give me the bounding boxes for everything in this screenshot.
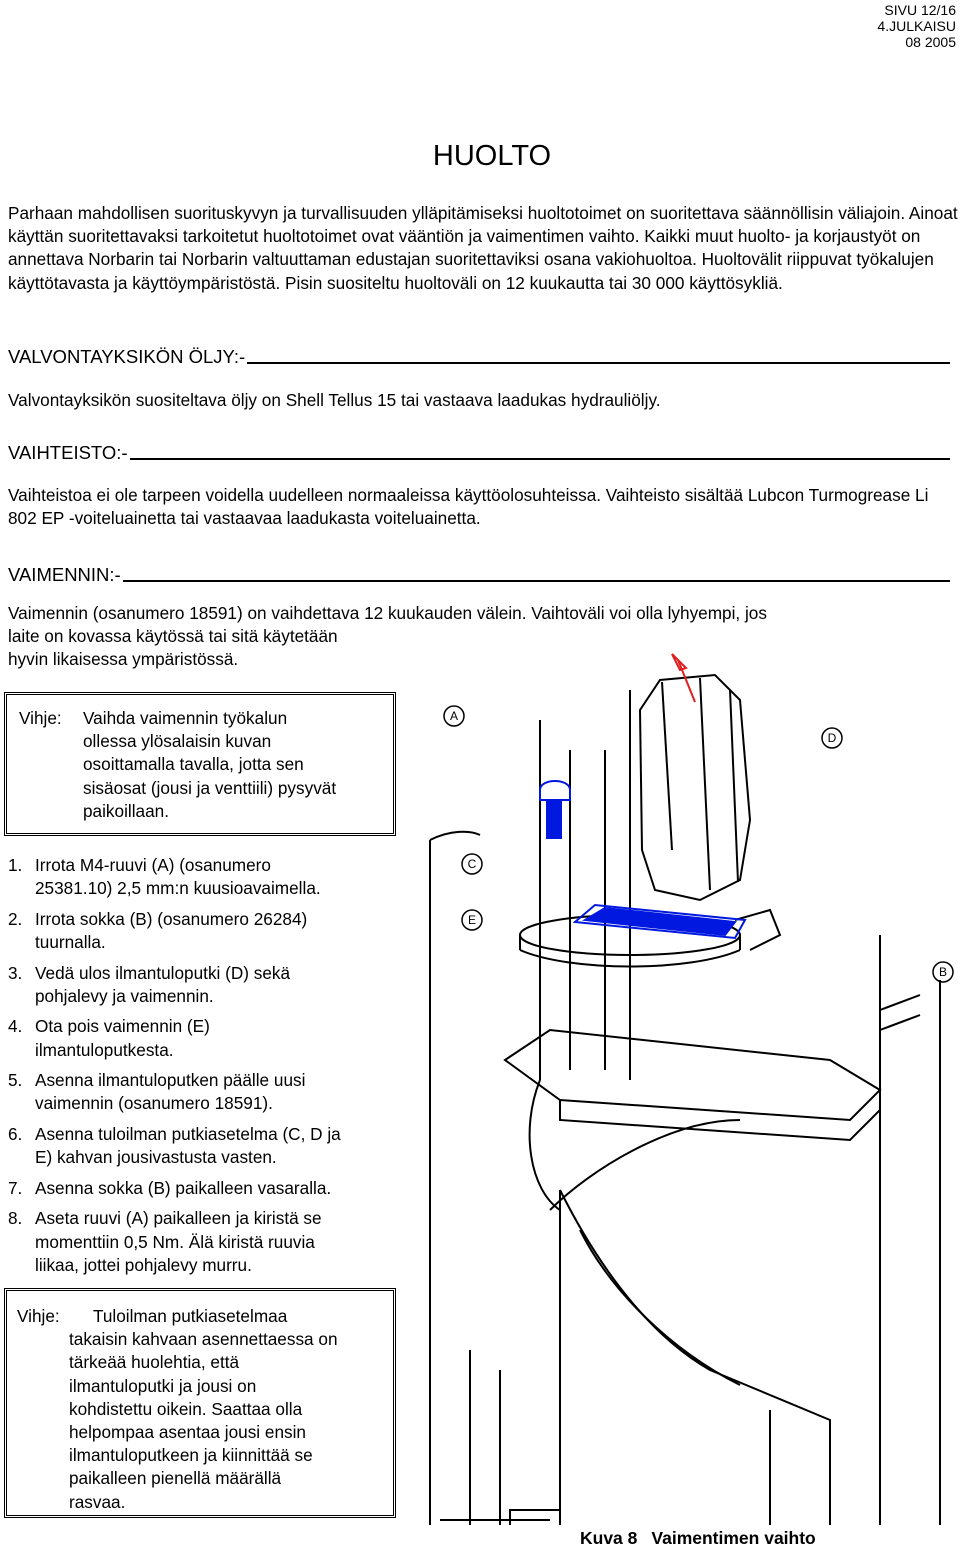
list-item: 4. Ota pois vaimennin (E) ilmantuloputkesta. [8, 1016, 210, 1060]
date: 08 2005 [905, 34, 956, 50]
callout-d: D [827, 731, 837, 745]
silencer-assembly-figure [410, 650, 960, 1525]
step-list [8, 854, 408, 1284]
list-item: 2. Irrota sokka (B) (osanumero 26284) tuurnalla. [8, 908, 308, 952]
hint-label: Vihje: [19, 708, 62, 728]
hint-box-1: Vihje: Vaihda vaimennin työkalun ollessa ylösalaisin kuvan osoittamalla tavalla, jotta sen sisäosat (jousi ja venttiili) pysyvät paikoillaan. [4, 692, 396, 836]
list-item: 6. Asenna tuloilman putkiasetelma (C, D ja E) kahvan jousivastusta vasten. [8, 1123, 341, 1168]
hint-box-2: Vihje: Tuloilman putkiasetelmaa takaisin kahvaan asennettaessa on tärkeää huolehtia, että ilmantuloputki ja jousi on kohdistettu oikein. Saattaa olla helpompaa asentaa jousi ensin ilmantuloputkeen ja kiinnittää se paikalleen pienellä määrällä rasvaa. [4, 1288, 396, 1518]
page-title: HUOLTO [432, 140, 552, 172]
caption-title: Vaimentimen vaihto [651, 1528, 816, 1548]
callout-a: A [449, 709, 459, 723]
section-text-silencer: Vaimennin (osanumero 18591) on vaihdettava 12 kuukauden välein. Vaihtoväli voi olla lyhyempi, jos laite on kovassa käytössä tai sitä käytetään hyvin likaisessa ympäristössä. [8, 603, 767, 670]
list-item: 1. Irrota M4-ruuvi (A) (osanumero 25381.10) 2,5 mm:n kuusioavaimella. [8, 855, 321, 899]
list-item: 5. Asenna ilmantuloputken päälle uusi vaimennin (osanumero 18591). [8, 1070, 306, 1114]
callout-c: C [467, 857, 477, 871]
callout-e: E [467, 913, 477, 927]
list-item: 8. Aseta ruuvi (A) paikalleen ja kiristä se momenttiin 0,5 Nm. Älä kiristä ruuvia liikaa, jottei pohjalevy murru. [8, 1208, 322, 1275]
page-number: SIVU 12/16 [884, 2, 956, 18]
heading-rule [130, 458, 950, 460]
list-item: 3. Vedä ulos ilmantuloputki (D) sekä pohjalevy ja vaimennin. [8, 962, 291, 1006]
heading-rule [123, 580, 950, 582]
section-heading-silencer: VAIMENNIN:- [8, 564, 950, 586]
intro-paragraph: Parhaan mahdollisen suorituskyvyn ja turvallisuuden ylläpitämiseksi huoltotoimet on suoritettava säännöllisin väliajoin. Ainoat käyttän suoritettavaksi tarkoitetut huoltotoimet ovat vääntiön ja vaimentimen vaihto. Kaikki muut huolto- ja korjaustyöt on annettava Norbarin tai Norbarin valtuuttaman edustajan suoritettaviksi osana vakiohuoltoa. Huoltovälit riippuvat työkalujen käyttötavasta ja käyttöympäristöstä. Pisin suositeltu huoltoväli on 12 kuukautta tai 30 000 käyttösykliä. [8, 203, 958, 293]
page-header [877, 2, 956, 50]
edition: 4.JULKAISU [877, 18, 956, 34]
hint-label: Vihje: [17, 1306, 60, 1326]
caption-number: Kuva 8 [580, 1528, 638, 1548]
section-heading-gearbox: VAIHTEISTO:- [8, 442, 950, 464]
heading-rule [247, 362, 950, 364]
section-text-oil: Valvontayksikön suositeltava öljy on Shell Tellus 15 tai vastaava laadukas hydrauliöljy. [8, 390, 661, 410]
section-heading-oil: VALVONTAYKSIKÖN ÖLJY:- [8, 346, 950, 368]
section-text-gearbox: Vaihteistoa ei ole tarpeen voidella uudelleen normaaleissa käyttöolosuhteissa. Vaihteisto sisältää Lubcon Turmogrease Li 802 EP -voiteluainetta tai vastaavaa laadukasta voiteluainetta. [8, 485, 929, 529]
list-item: 7. Asenna sokka (B) paikalleen vasaralla. [8, 1177, 332, 1198]
callout-b: B [938, 965, 948, 979]
